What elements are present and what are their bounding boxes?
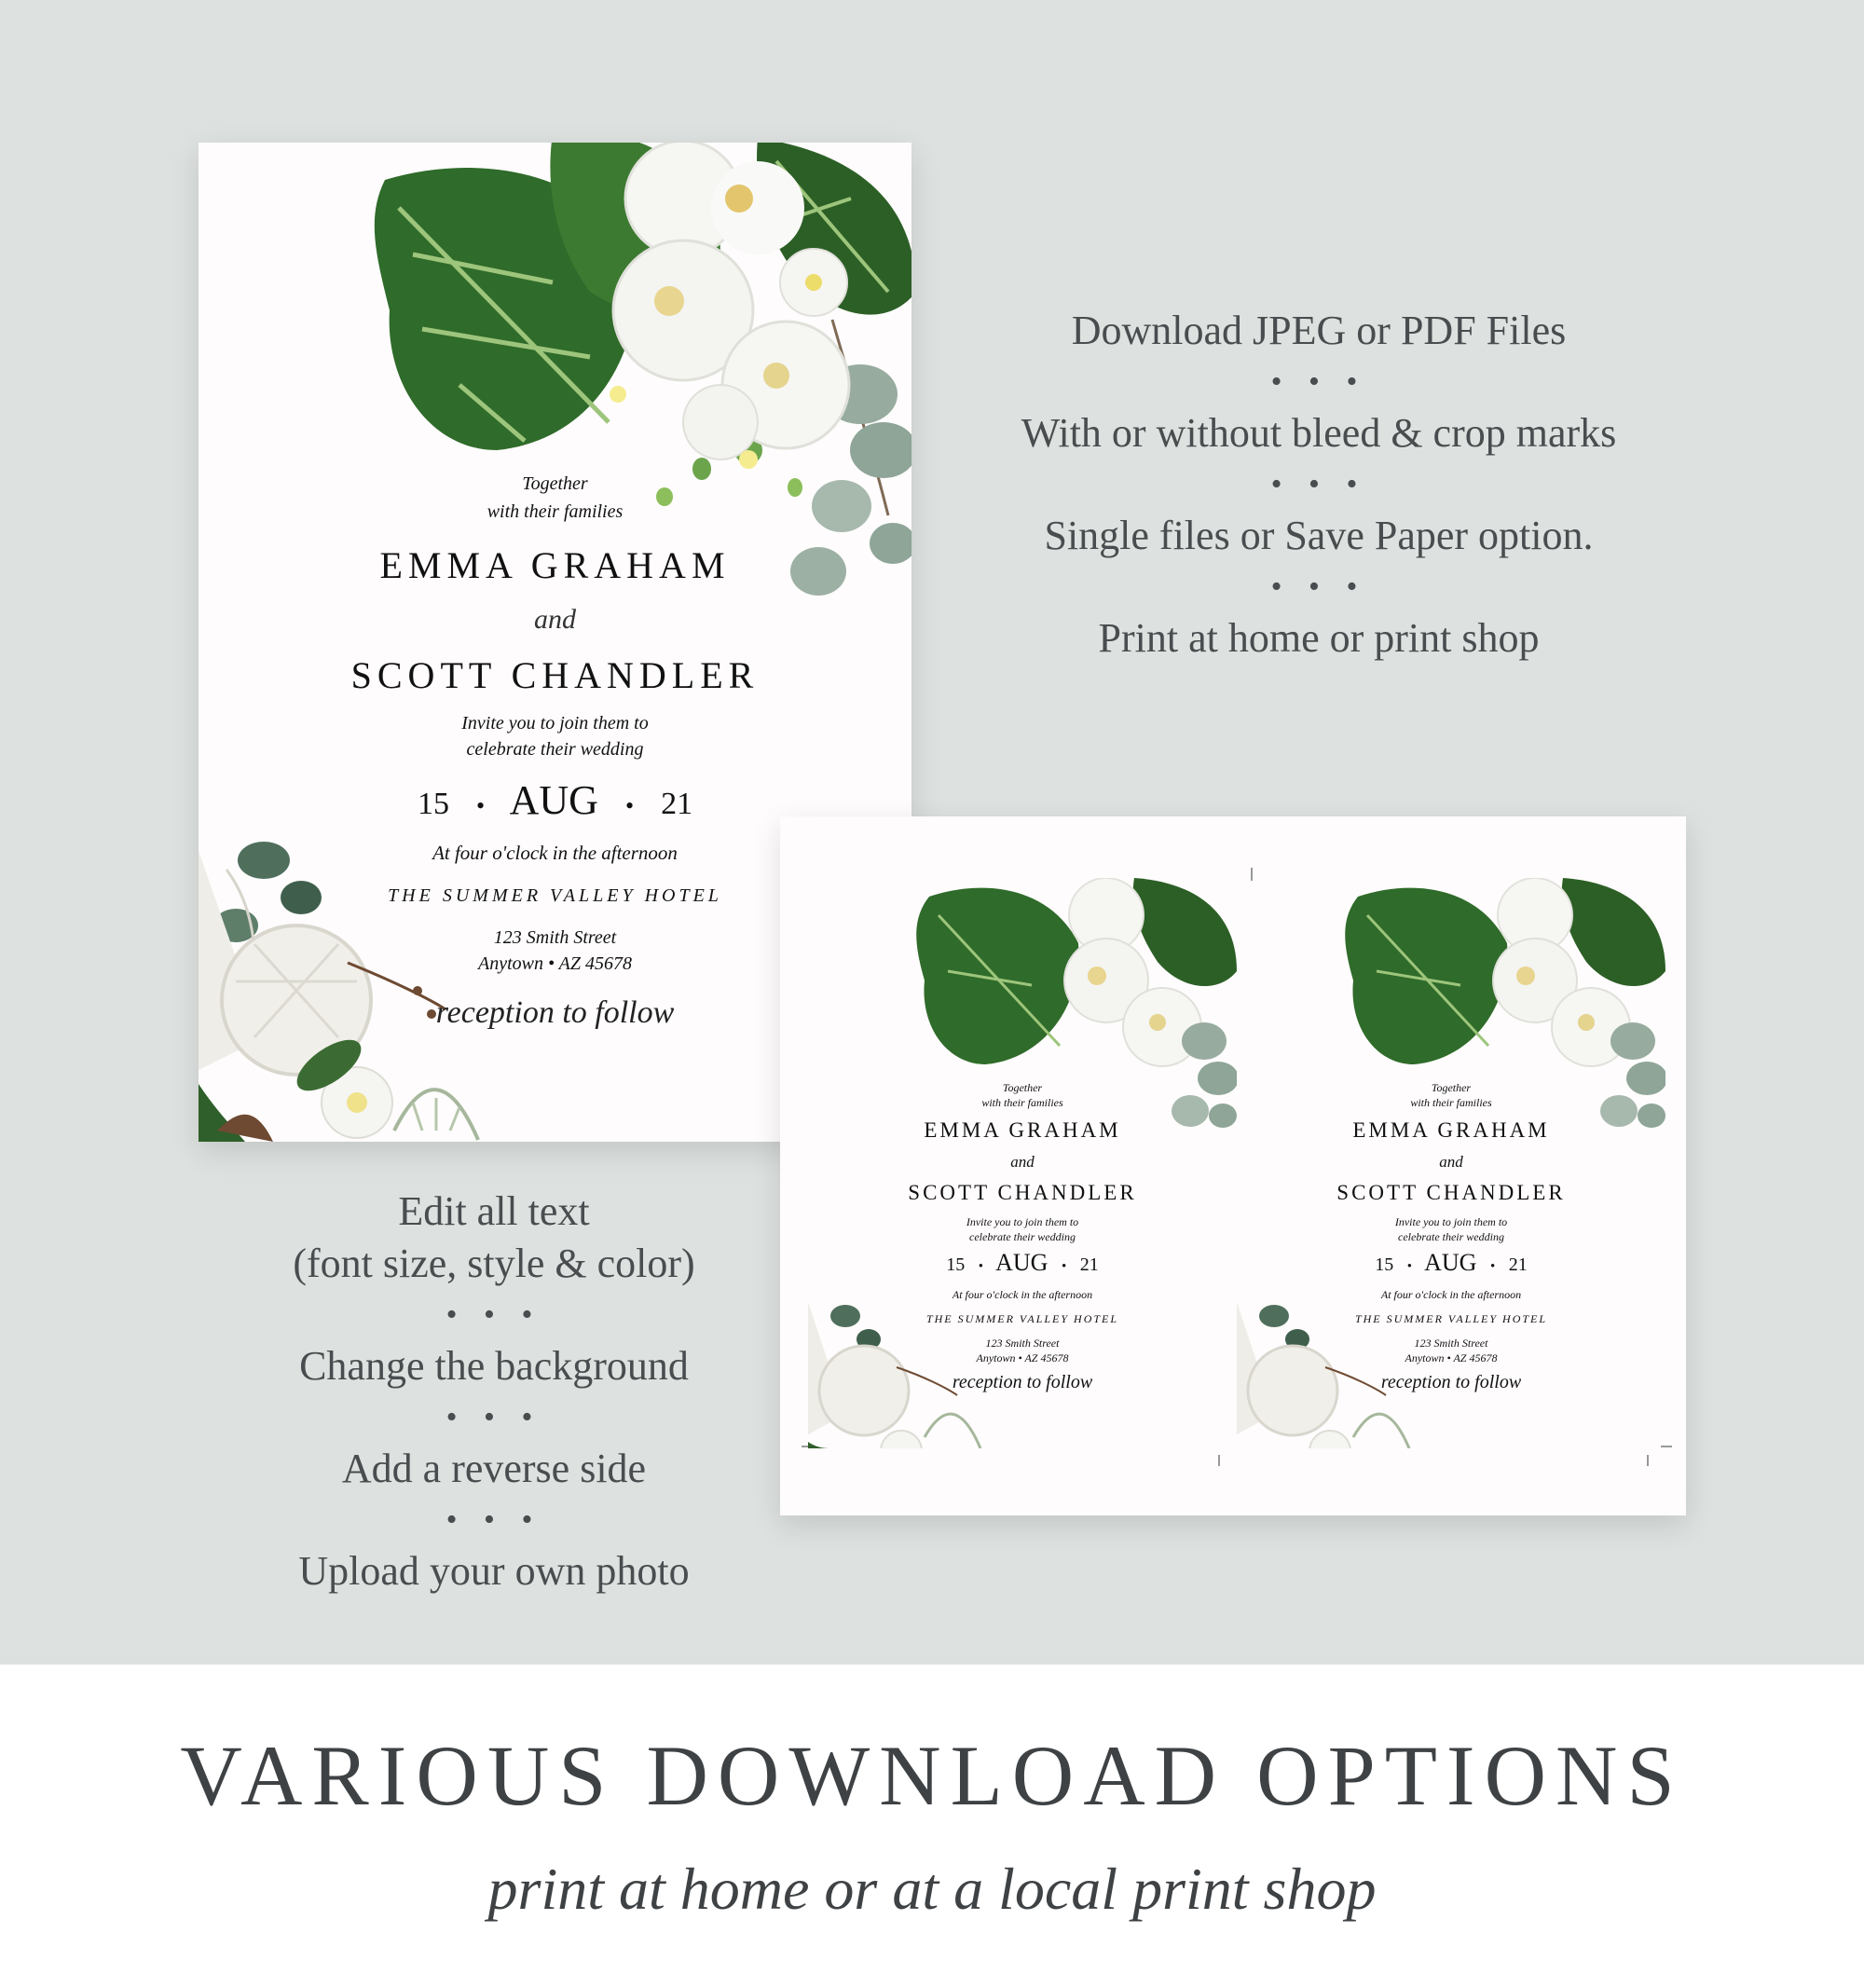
mini-name-one: EMMA GRAHAM (924, 1118, 1121, 1142)
mini-reception: reception to follow (1380, 1372, 1522, 1392)
mini-invite-2: celebrate their wedding (969, 1230, 1076, 1243)
mini-address-2: Anytown • AZ 45678 (976, 1351, 1069, 1364)
features-left (242, 1186, 746, 1597)
mini-time: At four o'clock in the afternoon (1380, 1288, 1522, 1301)
date-bullet: • (624, 792, 635, 819)
venue-text: THE SUMMER VALLEY HOTEL (388, 885, 722, 906)
feature-bleed-crop: With or without bleed & crop marks (1021, 410, 1617, 456)
time-text: At four o'clock in the afternoon (432, 842, 678, 864)
feature-change-background: Change the background (299, 1343, 689, 1389)
address-line-1: 123 Smith Street (493, 927, 617, 948)
separator-dots: • • • (1270, 364, 1367, 399)
crop-mark (1218, 1455, 1220, 1466)
separator-dots: • • • (445, 1400, 542, 1434)
date-month: AUG (509, 777, 598, 823)
invite-line-1: Invite you to join them to (461, 713, 649, 734)
separator-dots: • • • (445, 1297, 542, 1332)
mini-date-year: 21 (1079, 1254, 1099, 1275)
mini-name-one: EMMA GRAHAM (1352, 1118, 1550, 1142)
feature-edit-text: Edit all text (398, 1188, 590, 1234)
mini-with-families: with their families (981, 1096, 1063, 1109)
feature-single-files: Single files or Save Paper option. (1044, 513, 1594, 558)
mini-date (808, 1249, 1237, 1277)
mini-date-bullet: • (1489, 1259, 1496, 1274)
name-two: SCOTT CHANDLER (350, 654, 760, 696)
name-one: EMMA GRAHAM (379, 544, 731, 586)
mini-and: and (1010, 1153, 1035, 1171)
mini-date-bullet: • (978, 1259, 984, 1274)
mini-together: Together (1002, 1081, 1043, 1094)
mini-date-day: 15 (946, 1254, 966, 1275)
page-title: VARIOUS DOWNLOAD OPTIONS (180, 1728, 1684, 1823)
page-subtitle: print at home or at a local print shop (487, 1856, 1377, 1922)
feature-edit-text-detail: (font size, style & color) (293, 1241, 695, 1286)
date-day: 15 (417, 787, 449, 821)
mini-invitation-2 (1237, 878, 1665, 1448)
mini-date-month: AUG (1424, 1249, 1477, 1276)
and-script: and (534, 604, 576, 635)
mini-name-two: SCOTT CHANDLER (1336, 1181, 1566, 1204)
mini-time: At four o'clock in the afternoon (952, 1288, 1093, 1301)
feature-upload-photo: Upload your own photo (298, 1548, 690, 1594)
separator-dots: • • • (1270, 569, 1367, 604)
save-paper-sheet (780, 816, 1686, 1515)
mini-venue: THE SUMMER VALLEY HOTEL (925, 1312, 1119, 1325)
mini-name-two: SCOTT CHANDLER (908, 1181, 1137, 1204)
with-families-text: with their families (487, 501, 624, 522)
date-bullet: • (475, 792, 486, 819)
mini-date-day: 15 (1375, 1254, 1394, 1275)
mini-reception: reception to follow (952, 1372, 1093, 1392)
mini-date-bullet: • (1061, 1259, 1067, 1274)
together-text: Together (522, 473, 588, 494)
crop-mark (1647, 1455, 1649, 1466)
separator-dots: • • • (445, 1502, 542, 1537)
invite-line-2: celebrate their wedding (466, 739, 644, 760)
mini-date-month: AUG (995, 1249, 1048, 1276)
address-line-2: Anytown • AZ 45678 (478, 953, 632, 974)
reception-script: reception to follow (435, 995, 675, 1030)
mini-invite-1: Invite you to join them to (966, 1215, 1079, 1228)
mini-invite-2: celebrate their wedding (1398, 1230, 1504, 1243)
mini-together: Together (1431, 1081, 1472, 1094)
mini-and: and (1439, 1153, 1463, 1171)
mini-date (1237, 1249, 1665, 1277)
mini-invitation-1 (808, 878, 1237, 1448)
mini-invite-1: Invite you to join them to (1394, 1215, 1508, 1228)
features-right (969, 305, 1668, 665)
mini-address-2: Anytown • AZ 45678 (1405, 1351, 1498, 1364)
mini-address-1: 123 Smith Street (985, 1337, 1060, 1350)
mini-address-1: 123 Smith Street (1414, 1337, 1488, 1350)
bottom-banner (0, 1665, 1864, 1988)
mini-venue: THE SUMMER VALLEY HOTEL (1354, 1312, 1548, 1325)
feature-reverse-side: Add a reverse side (341, 1446, 647, 1491)
feature-download-formats: Download JPEG or PDF Files (1071, 308, 1567, 353)
feature-print-location: Print at home or print shop (1098, 615, 1540, 661)
separator-dots: • • • (1270, 467, 1367, 501)
mini-date-year: 21 (1508, 1254, 1528, 1275)
mini-date-bullet: • (1406, 1259, 1413, 1274)
mini-with-families: with their families (1410, 1096, 1492, 1109)
date-year: 21 (661, 787, 693, 821)
